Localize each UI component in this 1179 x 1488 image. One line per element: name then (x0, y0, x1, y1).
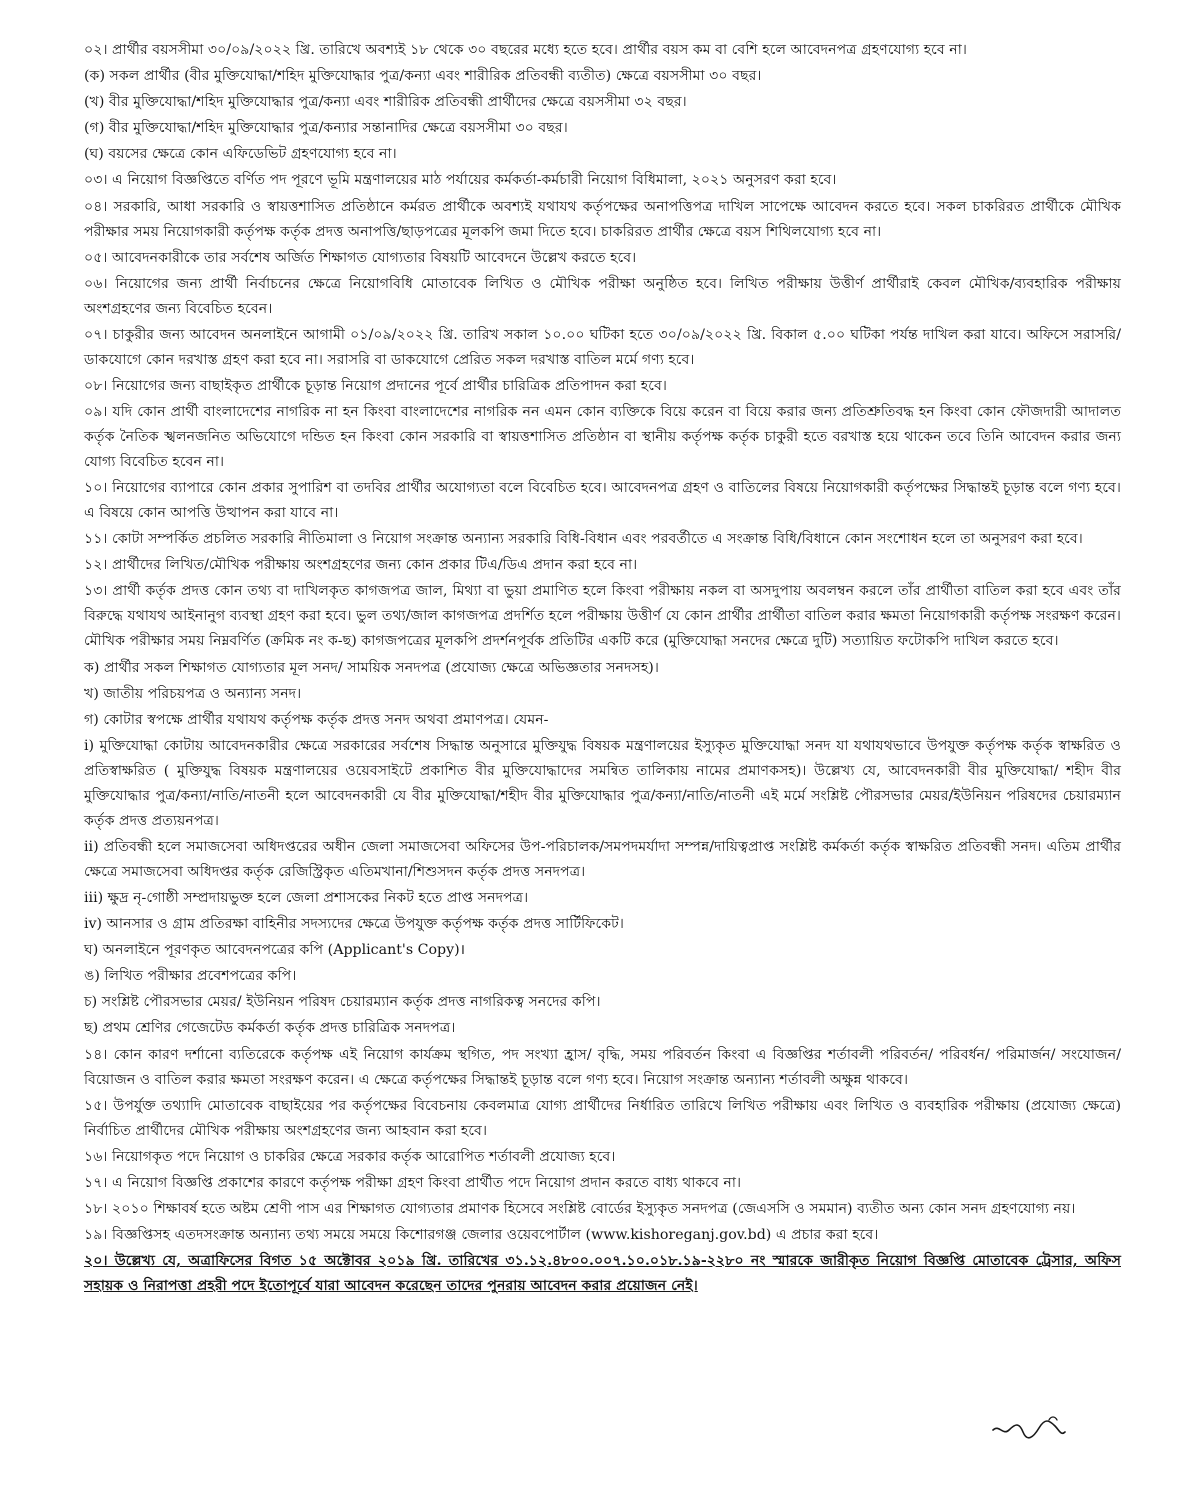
quota-freedom-fighter: i) মুক্তিযোদ্ধা কোটায় আবেদনকারীর ক্ষেত্রে সরকারের সর্বশেষ সিদ্ধান্ত অনুসারে মুক্তিযুদ্ধ বিষয়ক মন্ত্রণালয়ের ইস্যুকৃত মুক্তিযোদ্ধা সনদ যা যথাযথভাবে উপযুক্ত কর্তৃপক্ষ কর্তৃক স্বাক্ষরিত ও প্রতিস্বাক্ষরিত ( মুক্তিযুদ্ধ বিষয়ক মন্ত্রণালয়ের ওয়েবসাইটে প্রকাশিত বীর মুক্তিযোদ্ধাদের সমন্বিত তালিকায় নামের প্রমাণকসহ)। উল্লেখ্য যে, আবেদনকারী বীর মুক্তিযোদ্ধা/ শহীদ বীর মুক্তিযোদ্ধার পুত্র/কন্যা/নাতি/নাতনী হলে আবেদনকারী যে বীর মুক্তিযোদ্ধা/শহীদ বীর মুক্তিযোদ্ধার পুত্র/কন্যা/নাতি/নাতনী এই মর্মে সংশ্লিষ্ট পৌরসভার মেয়র/ইউনিয়ন পরিষদের চেয়ারম্যান কর্তৃক প্রদত্ত প্রত্যয়নপত্র। (84, 737, 1121, 829)
clause-08: ০৮। নিয়োগের জন্য বাছাইকৃত প্রার্থীকে চূড়ান্ত নিয়োগ প্রদানের পূর্বে প্রার্থীর চারিত্রিক প্রতিপাদন করা হবে। (84, 377, 667, 394)
clause-14: ১৪। কোন কারণ দর্শানো ব্যতিরেকে কর্তৃপক্ষ এই নিয়োগ কার্যক্রম স্থগিত, পদ সংখ্যা হ্রাস/ বৃদ্ধি, সময় পরিবর্তন কিংবা এ বিজ্ঞপ্তির শর্তাবলী পরিবর্তন/ পরিবর্ধন/ পরিমার্জন/ সংযোজন/ বিয়োজন ও বাতিল করার ক্ষমতা সংরক্ষণ করেন। এ ক্ষেত্রে কর্তৃপক্ষের সিদ্ধান্তই চূড়ান্ত বলে গণ্য হবে। নিয়োগ সংক্রান্ত অন্যান্য শর্তাবলী অক্ষুন্ন থাকবে। (84, 1046, 1121, 1088)
age-limit-d: (ঘ) বয়সের ক্ষেত্রে কোন এফিডেভিট গ্রহণযোগ্য হবে না। (84, 146, 397, 163)
document-cha: চ) সংশ্লিষ্ট পৌরসভার মেয়র/ ইউনিয়ন পরিষদ চেয়ারম্যান কর্তৃক প্রদত্ত নাগরিকত্ব সনদের কপি। (84, 994, 601, 1011)
clause-07: ০৭। চাকুরীর জন্য আবেদন অনলাইনে আগামী ০১/০৯/২০২২ খ্রি. তারিখ সকাল ১০.০০ ঘটিকা হতে ৩০/০৯/২০২২ খ্রি. বিকাল ৫.০০ ঘটিকা পর্যন্ত দাখিল করা যাবে। অফিসে সরাসরি/ডাকযোগে কোন দরখাস্ত গ্রহণ করা হবে না। সরাসরি বা ডাকযোগে প্রেরিত সকল দরখাস্ত বাতিল মর্মে গণ্য হবে। (84, 326, 1121, 368)
clause-18: ১৮। ২০১০ শিক্ষাবর্ষ হতে অষ্টম শ্রেণী পাস এর শিক্ষাগত যোগ্যতার প্রমাণক হিসেবে সংশ্লিষ্ট বোর্ডের ইস্যুকৃত সনদপত্র (জেএসসি ও সমমান) ব্যতীত অন্য কোন সনদ গ্রহণযোগ্য নয়। (84, 1200, 1076, 1217)
document-uma: ঙ) লিখিত পরীক্ষার প্রবেশপত্রের কপি। (84, 968, 297, 985)
clause-06: ০৬। নিয়োগের জন্য প্রার্থী নির্বাচনের ক্ষেত্রে নিয়োগবিধি মোতাবেক লিখিত ও মৌখিক পরীক্ষা অনুষ্ঠিত হবে। লিখিত পরীক্ষায় উত্তীর্ণ প্রার্থীরাই কেবল মৌখিক/ব্যবহারিক পরীক্ষায় অংশগ্রহণের জন্য বিবেচিত হবেন। (84, 275, 1121, 317)
signature-icon (989, 1412, 1069, 1444)
clause-03: ০৩। এ নিয়োগ বিজ্ঞপ্তিতে বর্ণিত পদ পূরণে ভূমি মন্ত্রণালয়ের মাঠ পর্যায়ের কর্মকর্তা-কর্মচারী নিয়োগ বিধিমালা, ২০২১ অনুসরণ করা হবে। (84, 172, 837, 189)
document-chha: ছ) প্রথম শ্রেণির গেজেটেড কর্মকর্তা কর্তৃক প্রদত্ত চারিত্রিক সনদপত্র। (84, 1020, 456, 1037)
document-ka: ক) প্রার্থীর সকল শিক্ষাগত যোগ্যতার মূল সনদ/ সাময়িক সনদপত্র (প্রযোজ্য ক্ষেত্রে অভিজ্ঞতার সনদসহ)। (84, 659, 659, 676)
document-ga: গ) কোটার স্বপক্ষে প্রার্থীর যথাযথ কর্তৃপক্ষ কর্তৃক প্রদত্ত সনদ অথবা প্রমাণপত্র। যেমন- (84, 711, 549, 728)
quota-disability: ii) প্রতিবন্ধী হলে সমাজসেবা অধিদপ্তরের অধীন জেলা সমাজসেবা অফিসের উপ-পরিচালক/সমপদমর্যাদা সম্পন্ন/দায়িত্বপ্রাপ্ত সংশ্লিষ্ট কর্মকর্তা কর্তৃক স্বাক্ষরিত প্রতিবন্ধী সনদ। এতিম প্রার্থীর ক্ষেত্রে সমাজসেবা অধিদপ্তর কর্তৃক রেজিস্ট্রিকৃত এতিমখানা/শিশুসদন কর্তৃক প্রদত্ত সনদপত্র। (84, 838, 1121, 880)
document-gha: ঘ) অনলাইনে পূরণকৃত আবেদনপত্রের কপি (Applicant's Copy)। (84, 942, 466, 959)
clause-12: ১২। প্রার্থীদের লিখিত/মৌখিক পরীক্ষায় অংশগ্রহণের জন্য কোন প্রকার টিএ/ডিএ প্রদান করা হবে না। (84, 557, 638, 574)
clause-09: ০৯। যদি কোন প্রার্থী বাংলাদেশের নাগরিক না হন কিংবা বাংলাদেশের নাগরিক নন এমন কোন ব্যক্তিকে বিয়ে করেন বা বিয়ে করার জন্য প্রতিশ্রুতিবদ্ধ হন কিংবা কোন ফৌজদারী আদালত কর্তৃক নৈতিক স্খলনজনিত অভিযোগে দন্ডিত হন কিংবা কোন সরকারি বা স্বায়ত্তশাসিত প্রতিষ্ঠান বা স্থানীয় কর্তৃপক্ষ কর্তৃক চাকুরী হতে বরখাস্ত হয়ে থাকেন তবে তিনি আবেদন করার জন্য যোগ্য বিবেচিত হবেন না। (84, 404, 1121, 471)
quota-ansar: iv) আনসার ও গ্রাম প্রতিরক্ষা বাহিনীর সদস্যদের ক্ষেত্রে উপযুক্ত কর্তৃপক্ষ কর্তৃক প্রদত্ত সার্টিফিকেট। (84, 916, 624, 933)
age-limit-b: (খ) বীর মুক্তিযোদ্ধা/শহিদ মুক্তিযোদ্ধার পুত্র/কন্যা এবং শারীরিক প্রতিবন্ধী প্রার্থীদের ক্ষেত্রে বয়সসীমা ৩২ বছর। (84, 94, 687, 111)
age-limit-a: (ক) সকল প্রার্থীর (বীর মুক্তিযোদ্ধা/শহিদ মুক্তিযোদ্ধার পুত্র/কন্যা এবং শারীরিক প্রতিবন্ধী ব্যতীত) ক্ষেত্রে বয়সসীমা ৩০ বছর। (84, 68, 762, 85)
clause-15: ১৫। উপর্যুক্ত তথ্যাদি মোতাবেক বাছাইয়ের পর কর্তৃপক্ষের বিবেচনায় কেবলমাত্র যোগ্য প্রার্থীদের নির্ধারিত তারিখে লিখিত পরীক্ষায় এবং লিখিত ও ব্যবহারিক পরীক্ষায় (প্রযোজ্য ক্ষেত্রে) নির্বাচিত প্রার্থীদের মৌখিক পরীক্ষায় অংশগ্রহণের জন্য আহবান করা হবে। (84, 1097, 1121, 1139)
clause-05: ০৫। আবেদনকারীকে তার সর্বশেষ অর্জিত শিক্ষাগত যোগ্যতার বিষয়টি আবেদনে উল্লেখ করতে হবে। (84, 249, 637, 266)
clause-11: ১১। কোটা সম্পর্কিত প্রচলিত সরকারি নীতিমালা ও নিয়োগ সংক্রান্ত অন্যান্য সরকারি বিধি-বিধান এবং পরবর্তীতে এ সংক্রান্ত বিধি/বিধানে কোন সংশোধন হলে তা অনুসরণ করা হবে। (84, 531, 1083, 548)
clause-10: ১০। নিয়োগের ব্যাপারে কোন প্রকার সুপারিশ বা তদবির প্রার্থীর অযোগ্যতা বলে বিবেচিত হবে। আবেদনপত্র গ্রহণ ও বাতিলের বিষয়ে নিয়োগকারী কর্তৃপক্ষের সিদ্ধান্তই চূড়ান্ত বলে গণ্য হবে। এ বিষয়ে কোন আপত্তি উত্থাপন করা যাবে না। (84, 480, 1121, 522)
quota-ethnic: iii) ক্ষুদ্র নৃ-গোষ্ঠী সম্প্রদায়ভুক্ত হলে জেলা প্রশাসকের নিকট হতে প্রাপ্ত সনদপত্র। (84, 889, 529, 906)
clause-20-final-note: ২০। উল্লেখ্য যে, অত্রাফিসের বিগত ১৫ অক্টোবর ২০১৯ খ্রি. তারিখের ৩১.১২.৪৮০০.০০৭.১০.০১৮.১৯-২২৮০ নং স্মারকে জারীকৃত নিয়োগ বিজ্ঞপ্তি মোতাবেক ট্রেসার, অফিস সহায়ক ও নিরাপত্তা প্রহরী পদে ইতোপূর্বে যারা আবেদন করেছেন তাদের পুনরায় আবেদন করার প্রয়োজন নেই। (84, 1253, 1121, 1295)
document-kha: খ) জাতীয় পরিচয়পত্র ও অন্যান্য সনদ। (84, 685, 302, 702)
age-limit-c: (গ) বীর মুক্তিযোদ্ধা/শহিদ মুক্তিযোদ্ধার পুত্র/কন্যার সন্তানাদির ক্ষেত্রে বয়সসীমা ৩০ বছর। (84, 120, 568, 137)
clause-13: ১৩। প্রার্থী কর্তৃক প্রদত্ত কোন তথ্য বা দাখিলকৃত কাগজপত্র জাল, মিথ্যা বা ভুয়া প্রমাণিত হলে কিংবা পরীক্ষায় নকল বা অসদুপায় অবলম্বন করলে তাঁর প্রার্থীতা বাতিল করা হবে এবং তাঁর বিরুদ্ধে যথাযথ আইনানুগ ব্যবস্থা গ্রহণ করা হবে। ভুল তথ্য/জাল কাগজপত্র প্রদর্শিত হলে পরীক্ষায় উত্তীর্ণ যে কোন প্রার্থীর প্রার্থীতা বাতিল করার ক্ষমতা নিয়োগকারী কর্তৃপক্ষ সংরক্ষণ করেন। মৌখিক পরীক্ষার সময় নিম্নবর্ণিত (ক্রমিক নং ক-ছ) কাগজপত্রের মূলকপি প্রদর্শনপূর্বক প্রতিটির একটি করে (মুক্তিযোদ্ধা সনদের ক্ষেত্রে দুটি) সত্যায়িত ফটোকপি দাখিল করতে হবে। (84, 583, 1121, 650)
clause-04: ০৪। সরকারি, আধা সরকারি ও স্বায়ত্তশাসিত প্রতিষ্ঠানে কর্মরত প্রার্থীকে অবশ্যই যথাযথ কর্তৃপক্ষের অনাপত্তিপত্র দাখিল সাপেক্ষে আবেদন করতে হবে। সকল চাকরিরত প্রার্থীকে মৌখিক পরীক্ষার সময় নিয়োগকারী কর্তৃপক্ষ কর্তৃক প্রদত্ত অনাপত্তি/ছাড়পত্রের মূলকপি জমা দিতে হবে। চাকরিরত প্রার্থীর ক্ষেত্রে বয়স শিথিলযোগ্য হবে না। (84, 198, 1121, 240)
clause-17: ১৭। এ নিয়োগ বিজ্ঞপ্তি প্রকাশের কারণে কর্তৃপক্ষ পরীক্ষা গ্রহণ কিংবা প্রার্থীত পদে নিয়োগ প্রদান করতে বাধ্য থাকবে না। (84, 1174, 742, 1191)
clause-02-age-limit: ০২। প্রার্থীর বয়সসীমা ৩০/০৯/২০২২ খ্রি. তারিখে অবশ্যই ১৮ থেকে ৩০ বছরের মধ্যে হতে হবে। প্রার্থীর বয়স কম বা বেশি হলে আবেদনপত্র গ্রহণযোগ্য হবে না। (84, 42, 967, 58)
clause-19-website: ১৯। বিজ্ঞপ্তিসহ এতদসংক্রান্ত অন্যান্য তথ্য সময়ে সময়ে কিশোরগঞ্জ জেলার ওয়েবপোর্টাল (www.kishoreganj.gov.bd) এ প্রচার করা হবে। (84, 1227, 879, 1243)
clause-16: ১৬। নিয়োগকৃত পদে নিয়োগ ও চাকরির ক্ষেত্রে সরকার কর্তৃক আরোপিত শর্তাবলী প্রযোজ্য হবে। (84, 1148, 616, 1165)
